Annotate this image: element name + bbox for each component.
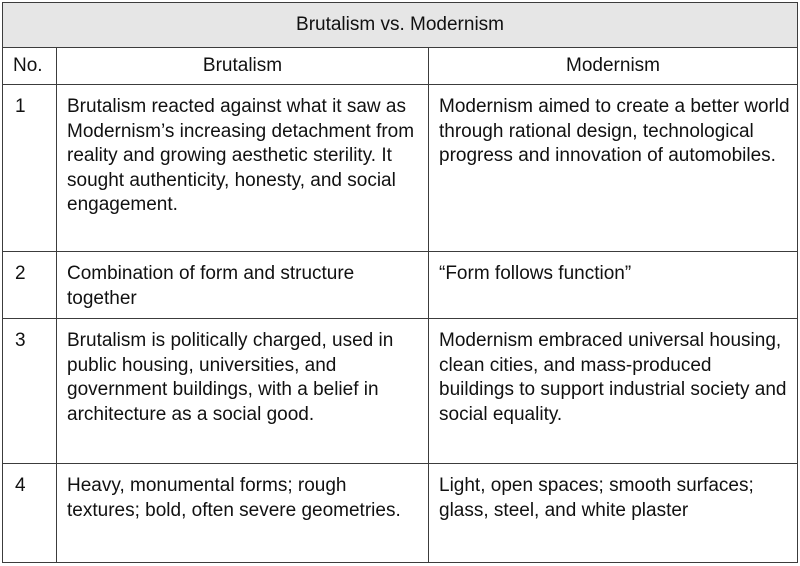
- comparison-table-container: [2, 2, 797, 563]
- column-header-modernism: Modernism: [429, 48, 798, 85]
- modernism-cell: “Form follows function”: [429, 252, 798, 319]
- column-header-brutalism: Brutalism: [57, 48, 429, 85]
- table-row: [3, 85, 798, 252]
- row-number: 1: [3, 85, 57, 252]
- brutalism-cell: Combination of form and structure together: [57, 252, 429, 319]
- row-number: 3: [3, 319, 57, 464]
- column-header-number: No.: [3, 48, 57, 85]
- table-row: [3, 464, 798, 563]
- brutalism-cell: Heavy, monumental forms; rough textures; bold, often severe geometries.: [57, 464, 429, 563]
- comparison-table: [2, 2, 798, 563]
- modernism-cell: Modernism embraced universal housing, clean cities, and mass-produced buildings to support industrial society and social equality.: [429, 319, 798, 464]
- row-number: 4: [3, 464, 57, 563]
- table-row: [3, 252, 798, 319]
- modernism-cell: Light, open spaces; smooth surfaces; glass, steel, and white plaster: [429, 464, 798, 563]
- modernism-cell: Modernism aimed to create a better world through rational design, technological progress and innovation of automobiles.: [429, 85, 798, 252]
- table-title: Brutalism vs. Modernism: [3, 3, 798, 48]
- table-row: [3, 319, 798, 464]
- table-header-row: [3, 48, 798, 85]
- brutalism-cell: Brutalism reacted against what it saw as Modernism’s increasing detachment from reality and growing aesthetic sterility. It sought authenticity, honesty, and social engagement.: [57, 85, 429, 252]
- brutalism-cell: Brutalism is politically charged, used in public housing, universities, and government buildings, with a belief in architecture as a social good.: [57, 319, 429, 464]
- row-number: 2: [3, 252, 57, 319]
- table-title-row: [3, 3, 798, 48]
